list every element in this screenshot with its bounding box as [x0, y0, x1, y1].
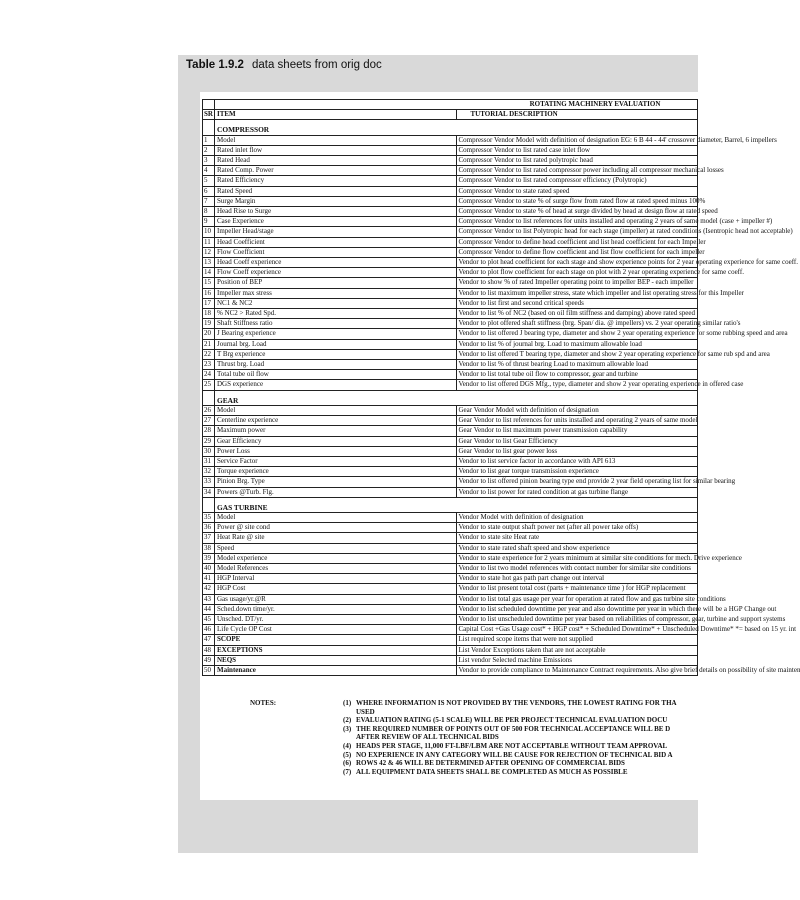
row-sr: 9 — [203, 217, 215, 227]
row-description: Vendor to list % of journal brg. Load to maximum allowable load — [456, 339, 698, 349]
table-row — [203, 319, 698, 329]
table-row — [203, 456, 698, 466]
table-row — [203, 467, 698, 477]
row-item: Centerline experience — [215, 416, 457, 426]
row-description: Vendor to provide compliance to Maintenance Contract requirements. Also give brief details on possibility of site mainten — [456, 665, 698, 675]
row-description: Compressor Vendor Model with definition of designation EG: 6 B 44 - 44' crossover diameter, Barrel, 6 impellers — [456, 135, 698, 145]
row-description: Compressor Vendor to list rated compressor efficiency (Polytropic) — [456, 176, 698, 186]
table-row — [203, 604, 698, 614]
row-item: Torque experience — [215, 467, 457, 477]
row-sr: 40 — [203, 563, 215, 573]
note-number: (5) — [343, 750, 352, 759]
row-description: Vendor to list offered pinion bearing type end provide 2 year field operating list for similar bearing — [456, 477, 698, 487]
table-row — [203, 288, 698, 298]
row-item: Rated Efficiency — [215, 176, 457, 186]
table-row — [203, 309, 698, 319]
note-number: (3) — [343, 724, 352, 733]
row-sr: 12 — [203, 247, 215, 257]
table-row — [203, 186, 698, 196]
row-item: Maximum power — [215, 426, 457, 436]
data-sheet — [200, 92, 800, 800]
row-description: Vendor to list two model references with contact number for similar site conditions — [456, 563, 698, 573]
row-sr: 49 — [203, 655, 215, 665]
table-row — [203, 247, 698, 257]
row-description: Gear Vendor to list references for units installed and operating 2 years of same model — [456, 416, 698, 426]
note-text: ROWS 42 & 46 WILL BE DETERMINED AFTER OPENING OF COMMERCIAL BIDS — [356, 759, 625, 768]
row-item: Case Experience — [215, 217, 457, 227]
table-row — [203, 416, 698, 426]
row-description: Vendor to state output shaft power net (after all power take offs) — [456, 523, 698, 533]
row-sr: 3 — [203, 156, 215, 166]
row-sr: 26 — [203, 405, 215, 415]
row-sr: 18 — [203, 309, 215, 319]
note-number: (7) — [343, 767, 352, 776]
row-description: Vendor to list offered J bearing type, diameter and show 2 year operating experience for some rubbing speed and area — [456, 329, 698, 339]
row-sr: 13 — [203, 258, 215, 268]
row-item: J Bearing experience — [215, 329, 457, 339]
row-item: Pinion Brg. Type — [215, 477, 457, 487]
row-sr: 45 — [203, 614, 215, 624]
row-item: NEQS — [215, 655, 457, 665]
table-row — [203, 533, 698, 543]
row-sr: 28 — [203, 426, 215, 436]
row-item: T Brg experience — [215, 349, 457, 359]
row-item: Total tube oil flow — [215, 370, 457, 380]
table-row — [203, 329, 698, 339]
evaluation-table-body — [203, 100, 800, 676]
table-row — [203, 370, 698, 380]
table-row — [203, 135, 698, 145]
note-text: THE REQUIRED NUMBER OF POINTS OUT OF 500 FOR TECHNICAL ACCEPTANCE WILL BE D — [356, 724, 671, 733]
row-item: Thrust brg. Load — [215, 360, 457, 370]
note-item — [343, 751, 743, 760]
row-item: Unsched. DT/yr. — [215, 614, 457, 624]
caption-label: Table 1.9.2 — [186, 59, 244, 71]
row-item: Gas usage/yr.@R — [215, 594, 457, 604]
note-item — [343, 708, 743, 717]
row-description: Compressor Vendor to state % of surge flow from rated flow at rated speed minus 100% — [456, 196, 698, 206]
row-item: NC1 & NC2 — [215, 298, 457, 308]
row-description: Vendor to list unscheduled downtime per year based on reliabilities of compressor, gear, turbine and support systems — [456, 614, 698, 624]
section-title: GAS TURBINE — [215, 497, 698, 512]
row-sr: 6 — [203, 186, 215, 196]
table-row — [203, 380, 698, 390]
row-sr: 31 — [203, 456, 215, 466]
row-sr: 38 — [203, 543, 215, 553]
row-sr: 48 — [203, 645, 215, 655]
note-item — [343, 725, 743, 734]
table-row — [203, 665, 698, 675]
row-sr: 7 — [203, 196, 215, 206]
table-row — [203, 563, 698, 573]
row-item: Power @ site cond — [215, 523, 457, 533]
row-description: Compressor Vendor to list references for units installed and operating 2 years of same model (case + impeller #) — [456, 217, 698, 227]
row-item: Maintenance — [215, 665, 457, 675]
note-text: ALL EQUIPMENT DATA SHEETS SHALL BE COMPLETED AS MUCH AS POSSIBLE — [356, 767, 628, 776]
row-description: Vendor to list % of thrust bearing Load to maximum allowable load — [456, 360, 698, 370]
section-header-row — [203, 390, 698, 405]
row-item: Surge Margin — [215, 196, 457, 206]
row-sr: 50 — [203, 665, 215, 675]
table-row — [203, 237, 698, 247]
row-sr: 44 — [203, 604, 215, 614]
row-sr: 20 — [203, 329, 215, 339]
row-sr: 36 — [203, 523, 215, 533]
row-item: Power Loss — [215, 446, 457, 456]
table-row — [203, 477, 698, 487]
row-description: Vendor to list service factor in accordance with API 613 — [456, 456, 698, 466]
row-description: Capital Cost +Gas Usage cost* + HGP cost* + Scheduled Downtime* + Unscheduled Downtime* *= based on 15 yr. int — [456, 625, 698, 635]
row-item: Model References — [215, 563, 457, 573]
row-item: Model — [215, 135, 457, 145]
row-description: Vendor to list power for rated condition at gas turbine flange — [456, 487, 698, 497]
table-row — [203, 635, 698, 645]
row-item: Shaft Stiffness ratio — [215, 319, 457, 329]
row-item: Head Coeff experience — [215, 258, 457, 268]
row-description: Vendor to state hot gas path part change out interval — [456, 574, 698, 584]
table-row — [203, 512, 698, 522]
table-row — [203, 339, 698, 349]
row-item: Powers @Turb. Flg. — [215, 487, 457, 497]
row-description: List required scope items that were not supplied — [456, 635, 698, 645]
note-text: WHERE INFORMATION IS NOT PROVIDED BY THE VENDORS, THE LOWEST RATING FOR THA — [356, 699, 677, 707]
note-item — [343, 742, 743, 751]
row-description: Compressor Vendor to list rated compressor power including all compressor mechanical losses — [456, 166, 698, 176]
row-sr: 34 — [203, 487, 215, 497]
note-item — [343, 733, 743, 742]
row-description: Vendor to show % of rated Impeller operating point to impeller BEP - each impeller — [456, 278, 698, 288]
row-item: Model experience — [215, 553, 457, 563]
row-item: Flow Coefficient — [215, 247, 457, 257]
row-sr: 29 — [203, 436, 215, 446]
table-row — [203, 426, 698, 436]
row-sr: 16 — [203, 288, 215, 298]
table-row — [203, 349, 698, 359]
row-description: Gear Vendor to list maximum power transmission capability — [456, 426, 698, 436]
row-sr: 32 — [203, 467, 215, 477]
row-description: Compressor Vendor to list rated case inlet flow — [456, 145, 698, 155]
table-row — [203, 360, 698, 370]
table-title-row — [203, 100, 698, 110]
row-item: Gear Efficiency — [215, 436, 457, 446]
table-header-row — [203, 110, 698, 120]
row-sr: 1 — [203, 135, 215, 145]
row-description: Vendor to state site Heat rate — [456, 533, 698, 543]
evaluation-table — [202, 99, 800, 676]
row-item: Impeller max stress — [215, 288, 457, 298]
table-row — [203, 553, 698, 563]
row-sr: 10 — [203, 227, 215, 237]
row-description: List vendor Selected machine Emissions — [456, 655, 698, 665]
row-description: Gear Vendor Model with definition of designation — [456, 405, 698, 415]
note-text: EVALUATION RATING (5-1 SCALE) WILL BE PER PROJECT TECHNICAL EVALUATION DOCU — [356, 716, 668, 725]
note-text: NO EXPERIENCE IN ANY CATEGORY WILL BE CAUSE FOR REJECTION OF TECHNICAL BID A — [356, 750, 673, 759]
row-item: Position of BEP — [215, 278, 457, 288]
row-sr: 19 — [203, 319, 215, 329]
row-description: Vendor to list first and second critical speeds — [456, 298, 698, 308]
row-sr: 21 — [203, 339, 215, 349]
row-item: Head Coefficient — [215, 237, 457, 247]
section-title: GEAR — [215, 390, 698, 405]
note-item — [343, 759, 743, 768]
row-sr: 24 — [203, 370, 215, 380]
row-item: Model — [215, 512, 457, 522]
row-description: Compressor Vendor to list Polytropic head for each stage (impeller) at rated conditions (Isentropic head not acceptable) — [456, 227, 698, 237]
row-item: Life Cycle OP Cost — [215, 625, 457, 635]
row-sr: 47 — [203, 635, 215, 645]
row-item: Rated Comp. Power — [215, 166, 457, 176]
row-description: Vendor to list gear torque transmission experience — [456, 467, 698, 477]
row-description: Vendor to list total gas usage per year for operation at rated flow and gas turbine site conditions — [456, 594, 698, 604]
table-row — [203, 176, 698, 186]
row-sr: 42 — [203, 584, 215, 594]
row-sr: 33 — [203, 477, 215, 487]
table-row — [203, 405, 698, 415]
caption-text: data sheets from orig doc — [251, 59, 382, 71]
row-description: Vendor to list present total cost (parts + maintenance time ) for HGP replacement — [456, 584, 698, 594]
note-number: (4) — [343, 741, 352, 750]
table-row — [203, 207, 698, 217]
row-sr: 17 — [203, 298, 215, 308]
row-item: Impeller Head/stage — [215, 227, 457, 237]
section-header-row — [203, 120, 698, 135]
table-row — [203, 258, 698, 268]
table-row — [203, 645, 698, 655]
table-row — [203, 584, 698, 594]
row-description: Vendor to list offered DGS Mfg., type, diameter and show 2 year operating experience in offered case — [456, 380, 698, 390]
row-sr: 11 — [203, 237, 215, 247]
row-description: Vendor to state rated shaft speed and show experience — [456, 543, 698, 553]
row-description: Compressor Vendor to define flow coefficient and list flow coefficient for each impeller — [456, 247, 698, 257]
row-sr: 14 — [203, 268, 215, 278]
row-sr: 30 — [203, 446, 215, 456]
row-description: Compressor Vendor to state % of head at surge divided by head at design flow at rated speed — [456, 207, 698, 217]
row-description: Vendor to list % of NC2 (based on oil film stiffness and damping) above rated speed — [456, 309, 698, 319]
header-description: TUTORIAL DESCRIPTION — [456, 110, 698, 120]
figure-frame — [178, 55, 800, 853]
table-row — [203, 523, 698, 533]
table-row — [203, 166, 698, 176]
table-row — [203, 574, 698, 584]
note-number: (1) — [343, 699, 352, 707]
table-row — [203, 298, 698, 308]
row-description: Gear Vendor to list Gear Efficiency — [456, 436, 698, 446]
section-title: COMPRESSOR — [215, 120, 698, 135]
row-description: Vendor to list scheduled downtime per year and also downtime per year in which there will be a HGP Change out — [456, 604, 698, 614]
table-row — [203, 196, 698, 206]
row-description: Compressor Vendor to define head coefficient and list head coefficient for each Impeller — [456, 237, 698, 247]
row-sr: 15 — [203, 278, 215, 288]
table-row — [203, 278, 698, 288]
table-row — [203, 156, 698, 166]
note-text: USED — [356, 707, 375, 716]
row-description: Vendor to list total tube oil flow to compressor, gear and turbine — [456, 370, 698, 380]
note-text: HEADS PER STAGE, 11,000 FT-LBF/LBM ARE NOT ACCEPTABLE WITHOUT TEAM APPROVAL — [356, 741, 668, 750]
table-row — [203, 268, 698, 278]
row-description: Vendor to plot flow coefficient for each stage on plot with 2 year operating experience for same coeff. — [456, 268, 698, 278]
row-sr: 27 — [203, 416, 215, 426]
row-sr: 22 — [203, 349, 215, 359]
row-sr: 43 — [203, 594, 215, 604]
header-sr: SR — [204, 110, 213, 119]
table-title: ROTATING MACHINERY EVALUATION — [215, 100, 698, 110]
note-item — [343, 699, 743, 708]
row-description: Vendor Model with definition of designation — [456, 512, 698, 522]
note-item — [343, 768, 743, 777]
row-description: Compressor Vendor to state rated speed — [456, 186, 698, 196]
row-item: Head Rise to Surge — [215, 207, 457, 217]
row-description: Vendor to plot offered shaft stiffness (brg. Span/ dia. @ impellers) vs. 2 year operating similar ratio's — [456, 319, 698, 329]
header-item: ITEM — [215, 110, 457, 120]
row-description: List Vendor Exceptions taken that are not acceptable — [456, 645, 698, 655]
row-sr: 2 — [203, 145, 215, 155]
row-item: Model — [215, 405, 457, 415]
row-description: Compressor Vendor to list rated polytropic head — [456, 156, 698, 166]
row-item: Heat Rate @ site — [215, 533, 457, 543]
row-item: EXCEPTIONS — [215, 645, 457, 655]
table-row — [203, 446, 698, 456]
row-item: Journal brg. Load — [215, 339, 457, 349]
table-row — [203, 655, 698, 665]
row-sr: 41 — [203, 574, 215, 584]
row-item: HGP Interval — [215, 574, 457, 584]
row-sr: 46 — [203, 625, 215, 635]
row-sr: 5 — [203, 176, 215, 186]
table-row — [203, 217, 698, 227]
table-row — [203, 227, 698, 237]
table-row — [203, 543, 698, 553]
notes-label: NOTES: — [250, 699, 277, 707]
row-item: Flow Coeff experience — [215, 268, 457, 278]
row-item: HGP Cost — [215, 584, 457, 594]
row-item: Sched.down time/yr. — [215, 604, 457, 614]
table-row — [203, 625, 698, 635]
row-item: SCOPE — [215, 635, 457, 645]
row-sr: 35 — [203, 512, 215, 522]
table-row — [203, 487, 698, 497]
row-sr: 37 — [203, 533, 215, 543]
row-item: % NC2 > Rated Spd. — [215, 309, 457, 319]
row-description: Vendor to plot head coefficient for each stage and show experience points for 2 year operating experience for same coeff. — [456, 258, 698, 268]
row-description: Vendor to list offered T bearing type, diameter and show 2 year operating experience for same rub spd and area — [456, 349, 698, 359]
row-item: Rated inlet flow — [215, 145, 457, 155]
section-header-row — [203, 497, 698, 512]
row-item: Rated Head — [215, 156, 457, 166]
row-description: Vendor to list maximum impeller stress, state which impeller and list operating stress for this Impeller — [456, 288, 698, 298]
row-item: Speed — [215, 543, 457, 553]
row-sr: 8 — [203, 207, 215, 217]
note-number: (2) — [343, 716, 352, 725]
table-row — [203, 436, 698, 446]
row-item: Rated Speed — [215, 186, 457, 196]
table-row — [203, 145, 698, 155]
row-item: Service Factor — [215, 456, 457, 466]
note-number: (6) — [343, 759, 352, 768]
row-item: DGS experience — [215, 380, 457, 390]
row-sr: 23 — [203, 360, 215, 370]
notes-list — [343, 699, 743, 776]
figure-caption — [186, 59, 382, 71]
row-description: Vendor to state experience for 2 years minimum at similar site conditions for mech. Drive experience — [456, 553, 698, 563]
row-sr: 39 — [203, 553, 215, 563]
note-text: AFTER REVIEW OF ALL TECHNICAL BIDS — [356, 733, 499, 742]
row-sr: 25 — [203, 380, 215, 390]
row-sr: 4 — [203, 166, 215, 176]
note-item — [343, 716, 743, 725]
row-description: Gear Vendor to list gear power loss — [456, 446, 698, 456]
table-row — [203, 614, 698, 624]
table-row — [203, 594, 698, 604]
